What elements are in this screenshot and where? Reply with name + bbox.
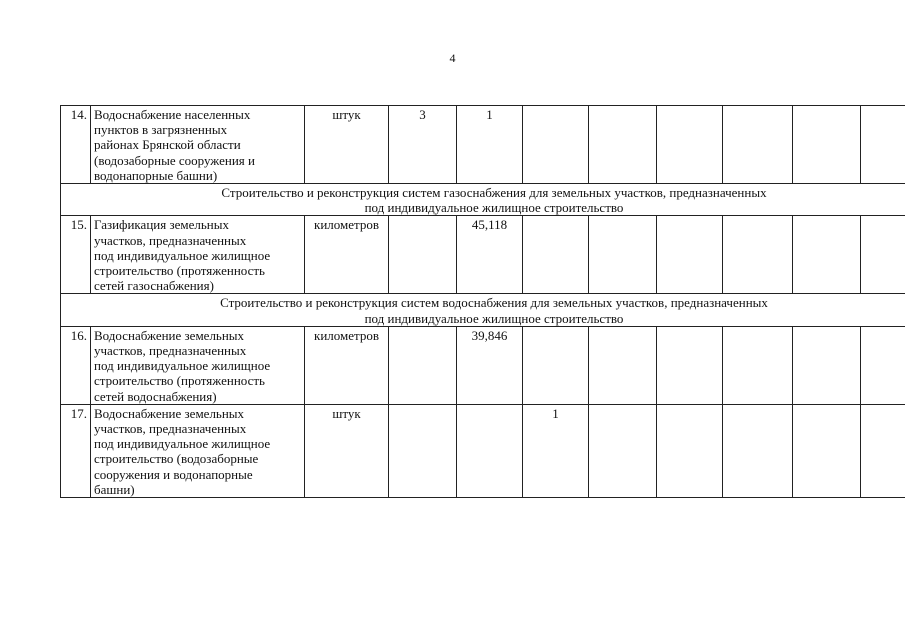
- section-header-line: Строительство и реконструкция систем газоснабжения для земельных участков, предназначенных: [221, 185, 767, 201]
- section-header-row: [61, 294, 905, 326]
- table-body: [61, 106, 905, 498]
- row-name-line: участков, предназначенных: [94, 421, 247, 437]
- row-name-line: сетей водоснабжения): [94, 388, 217, 404]
- row-name-line: строительство (водозаборные: [94, 451, 259, 467]
- row-name-line: сооружения и водонапорные: [94, 466, 253, 482]
- row-value-cell: [523, 106, 589, 184]
- row-value-cell: [723, 326, 793, 404]
- row-name: [91, 404, 305, 497]
- row-value-cell: [723, 216, 793, 294]
- row-value-cell: [589, 106, 657, 184]
- row-value-cell: [457, 404, 523, 497]
- row-name-line: (водозаборные сооружения и: [94, 152, 255, 168]
- section-header-cell: [61, 294, 905, 326]
- row-value-cell: [657, 106, 723, 184]
- row-name-line: сетей газоснабжения): [94, 278, 214, 294]
- row-name-line: Водоснабжение земельных: [94, 327, 245, 343]
- row-value-cell: 3: [389, 106, 457, 184]
- row-value-cell: [523, 326, 589, 404]
- row-number: 14.: [61, 106, 91, 184]
- row-name-line: Водоснабжение населенных: [94, 107, 251, 122]
- section-header-row: [61, 184, 905, 216]
- row-value-cell: [861, 106, 905, 184]
- row-name-line: под индивидуальное жилищное: [94, 358, 271, 374]
- row-value-cell: [389, 404, 457, 497]
- row-value-cell: [389, 326, 457, 404]
- row-value-cell: [523, 216, 589, 294]
- row-value-cell: 1: [457, 106, 523, 184]
- row-name-line: строительство (протяженность: [94, 373, 265, 389]
- row-value-cell: [793, 216, 861, 294]
- table-row: [61, 216, 905, 294]
- row-name-line: строительство (протяженность: [94, 263, 265, 279]
- section-header-cell: [61, 184, 905, 216]
- row-name-line: под индивидуальное жилищное: [94, 436, 271, 452]
- row-value-cell: [793, 404, 861, 497]
- row-value-cell: [861, 404, 905, 497]
- row-name-line: башни): [94, 481, 135, 497]
- section-header-line: под индивидуальное жилищное строительство: [364, 310, 624, 326]
- row-name-line: Газификация земельных: [94, 217, 229, 233]
- row-name-line: участков, предназначенных: [94, 343, 247, 359]
- row-value-cell: [723, 404, 793, 497]
- table-row: [61, 404, 905, 497]
- row-name-line: Водоснабжение земельных: [94, 405, 245, 421]
- row-value-cell: [589, 326, 657, 404]
- row-value-cell: [793, 106, 861, 184]
- row-value-cell: [589, 216, 657, 294]
- row-value-cell: 39,846: [457, 326, 523, 404]
- program-table: [60, 105, 905, 498]
- row-unit: штук: [305, 404, 389, 497]
- row-name-line: участков, предназначенных: [94, 232, 247, 248]
- row-unit: штук: [305, 106, 389, 184]
- row-value-cell: [389, 216, 457, 294]
- row-value-cell: [657, 326, 723, 404]
- row-value-cell: [657, 216, 723, 294]
- row-value-cell: [793, 326, 861, 404]
- row-value-cell: 1: [523, 404, 589, 497]
- row-value-cell: [589, 404, 657, 497]
- row-name-line: районах Брянской области: [94, 137, 241, 153]
- row-number: 15.: [61, 216, 91, 294]
- row-unit: километров: [305, 216, 389, 294]
- table-row: [61, 326, 905, 404]
- row-value-cell: 45,118: [457, 216, 523, 294]
- table-row: [61, 106, 905, 184]
- row-number: 16.: [61, 326, 91, 404]
- row-name-line: под индивидуальное жилищное: [94, 247, 271, 263]
- row-value-cell: [861, 216, 905, 294]
- row-name-line: водонапорные башни): [94, 167, 218, 183]
- row-name: [91, 106, 305, 184]
- row-name-line: пунктов в загрязненных: [94, 122, 228, 138]
- section-header-line: Строительство и реконструкция систем водоснабжения для земельных участков, предназначенных: [220, 295, 768, 311]
- row-value-cell: [861, 326, 905, 404]
- row-number: 17.: [61, 404, 91, 497]
- row-name: [91, 216, 305, 294]
- row-value-cell: [723, 106, 793, 184]
- row-name: [91, 326, 305, 404]
- row-value-cell: [657, 404, 723, 497]
- section-header-line: под индивидуальное жилищное строительство: [364, 200, 624, 216]
- row-unit: километров: [305, 326, 389, 404]
- page-number: 4: [449, 51, 456, 65]
